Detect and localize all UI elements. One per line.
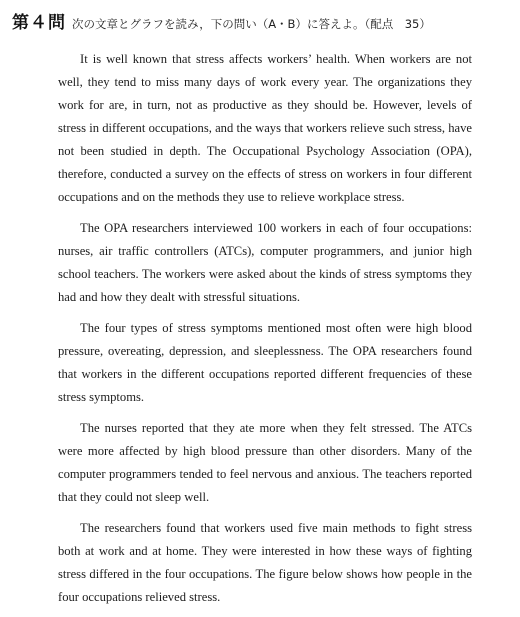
passage-paragraph: The four types of stress symptoms mentioned most often were high blood pressure, overeating, depression, and sleeplessness. The OPA researchers found that workers in the different occupations reported different frequencies of these stress symptoms.	[58, 321, 472, 404]
question-header	[12, 8, 512, 33]
question-number: 第４問	[12, 13, 66, 33]
passage-paragraph: The OPA researchers interviewed 100 workers in each of four occupations: nurses, air traffic controllers (ATCs), computer programmers, and junior high school teachers. The workers were asked about the kinds of stress symptoms they had and how they dealt with stressful situations.	[58, 221, 472, 304]
question-instruction: 次の文章とグラフを読み，下の問い（A・B）に答えよ。（配点 35）	[72, 17, 431, 31]
passage	[58, 48, 472, 617]
passage-paragraph: The researchers found that workers used five main methods to fight stress both at work and at home. They were interested in how these ways of fighting stress differed in the four occupations. The figure below shows how people in the four occupations relieved stress.	[58, 521, 472, 604]
passage-paragraph: The nurses reported that they ate more when they felt stressed. The ATCs were more affected by high blood pressure than other disorders. Many of the computer programmers tended to feel nervous and anxious. The teachers reported that they could not sleep well.	[58, 421, 472, 504]
passage-paragraph: It is well known that stress affects workers’ health. When workers are not well, they tend to miss many days of work every year. The organizations they work for are, in turn, not as productive as they should be. However, levels of stress in different occupations, and the ways that workers relieve such stress, have not been studied in depth. The Occupational Psychology Association (OPA), therefore, conducted a survey on the effects of stress on workers in four different occupations and on the methods they use to relieve workplace stress.	[58, 52, 472, 204]
